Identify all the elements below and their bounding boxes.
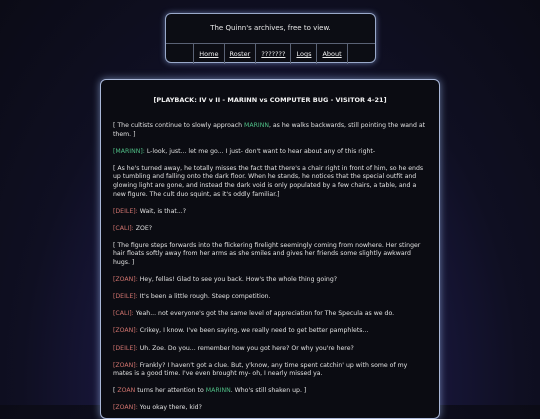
speaker-name: [ZOAN]: [113,404,138,412]
log-line [113,345,427,354]
log-panel[interactable] [100,79,440,419]
log-line [113,148,427,157]
log-line [113,404,427,413]
log-lines [113,122,427,413]
log-text: [ As he's turned away, he totally misses the fact that there's a chair right in front of him, so he ends up tumbling and falling onto the dark floor. When he stands, he notices that the special outfit and glowing light are gone, and instead the dark void is only populated by a few chairs, a table, and a new figure. The cult duo squint, as it's oddly familiar.] [113,164,424,198]
log-text: turns her attention to [135,387,206,395]
nav-roster-link[interactable]: Roster [225,44,257,64]
speaker-name: MARINN [205,387,231,395]
log-line [113,242,427,268]
log-text: Frankly? I haven't got a clue. But, y'know, any time spent catchin' up with some of my mates is a good time. I've even brought my- oh, I nearly missed ya. [113,361,408,378]
log-line [113,293,427,302]
log-line [113,327,427,336]
log-text: [ The cultists continue to slowly approach [113,122,244,129]
speaker-name: [ZOAN]: [113,327,138,335]
archive-header [165,13,376,63]
speaker-name: [DEILE]: [113,344,138,352]
speaker-name: [CALI]: [113,224,134,232]
log-text: ZOE? [133,224,153,232]
log-text: You okay there, kid? [137,404,202,412]
main-nav [166,43,375,64]
log-text: L-look, just... let me go... I just- don't want to hear about any of this right- [144,147,376,155]
log-line [113,225,427,234]
log-text: Wait, is that...? [137,207,186,215]
speaker-name: [ZOAN]: [113,361,138,369]
speaker-name: [CALI]: [113,310,134,318]
log-text: , as he walks backwards, still pointing the wand at them. ] [113,122,426,138]
speaker-name: [DEILE]: [113,293,138,301]
log-line [113,387,427,396]
log-line [113,165,427,199]
log-text: It's been a little rough. Steep competition. [137,293,271,301]
log-text: [ [113,387,118,395]
log-line [113,362,427,379]
log-line [113,310,427,319]
log-title: [PLAYBACK: IV v II - MARINN vs COMPUTER BUG - VISITOR 4-21] [153,96,387,104]
nav-logs-link[interactable]: Logs [291,44,317,64]
log-text: . Who's still shaken up. ] [230,387,307,395]
nav-about-link[interactable]: About [317,44,347,64]
log-text: Uh. Zoe. Do you... remember how you got here? Or why you're here? [137,344,354,352]
log-line [113,122,427,139]
speaker-name: MARINN [244,122,269,129]
log-text: Yeah... not everyone's got the same level of appreciation for The Specula as we do. [133,310,395,318]
site-title: The Quinn's archives, free to view. [210,24,331,32]
speaker-name: [DEILE]: [113,207,138,215]
speaker-name: ZOAN [117,387,136,395]
speaker-name: [MARINN]: [113,147,145,155]
log-text: [ The figure steps forwards into the flickering firelight seemingly coming from nowhere. Her stinger hair floats softly away from her arms as she smiles and gives her friends some slightly awkward hugs. ] [113,241,421,267]
log-line [113,208,427,217]
log-line [113,276,427,285]
nav-hidden-link[interactable]: ??????? [256,44,291,64]
nav-home-link[interactable]: Home [193,44,224,64]
log-text: Hey, fellas! Glad to see you back. How's the whole thing going? [137,276,338,284]
log-text: Crikey, I know. I've been saying, we really need to get better pamphlets... [137,327,369,335]
speaker-name: [ZOAN]: [113,276,138,284]
